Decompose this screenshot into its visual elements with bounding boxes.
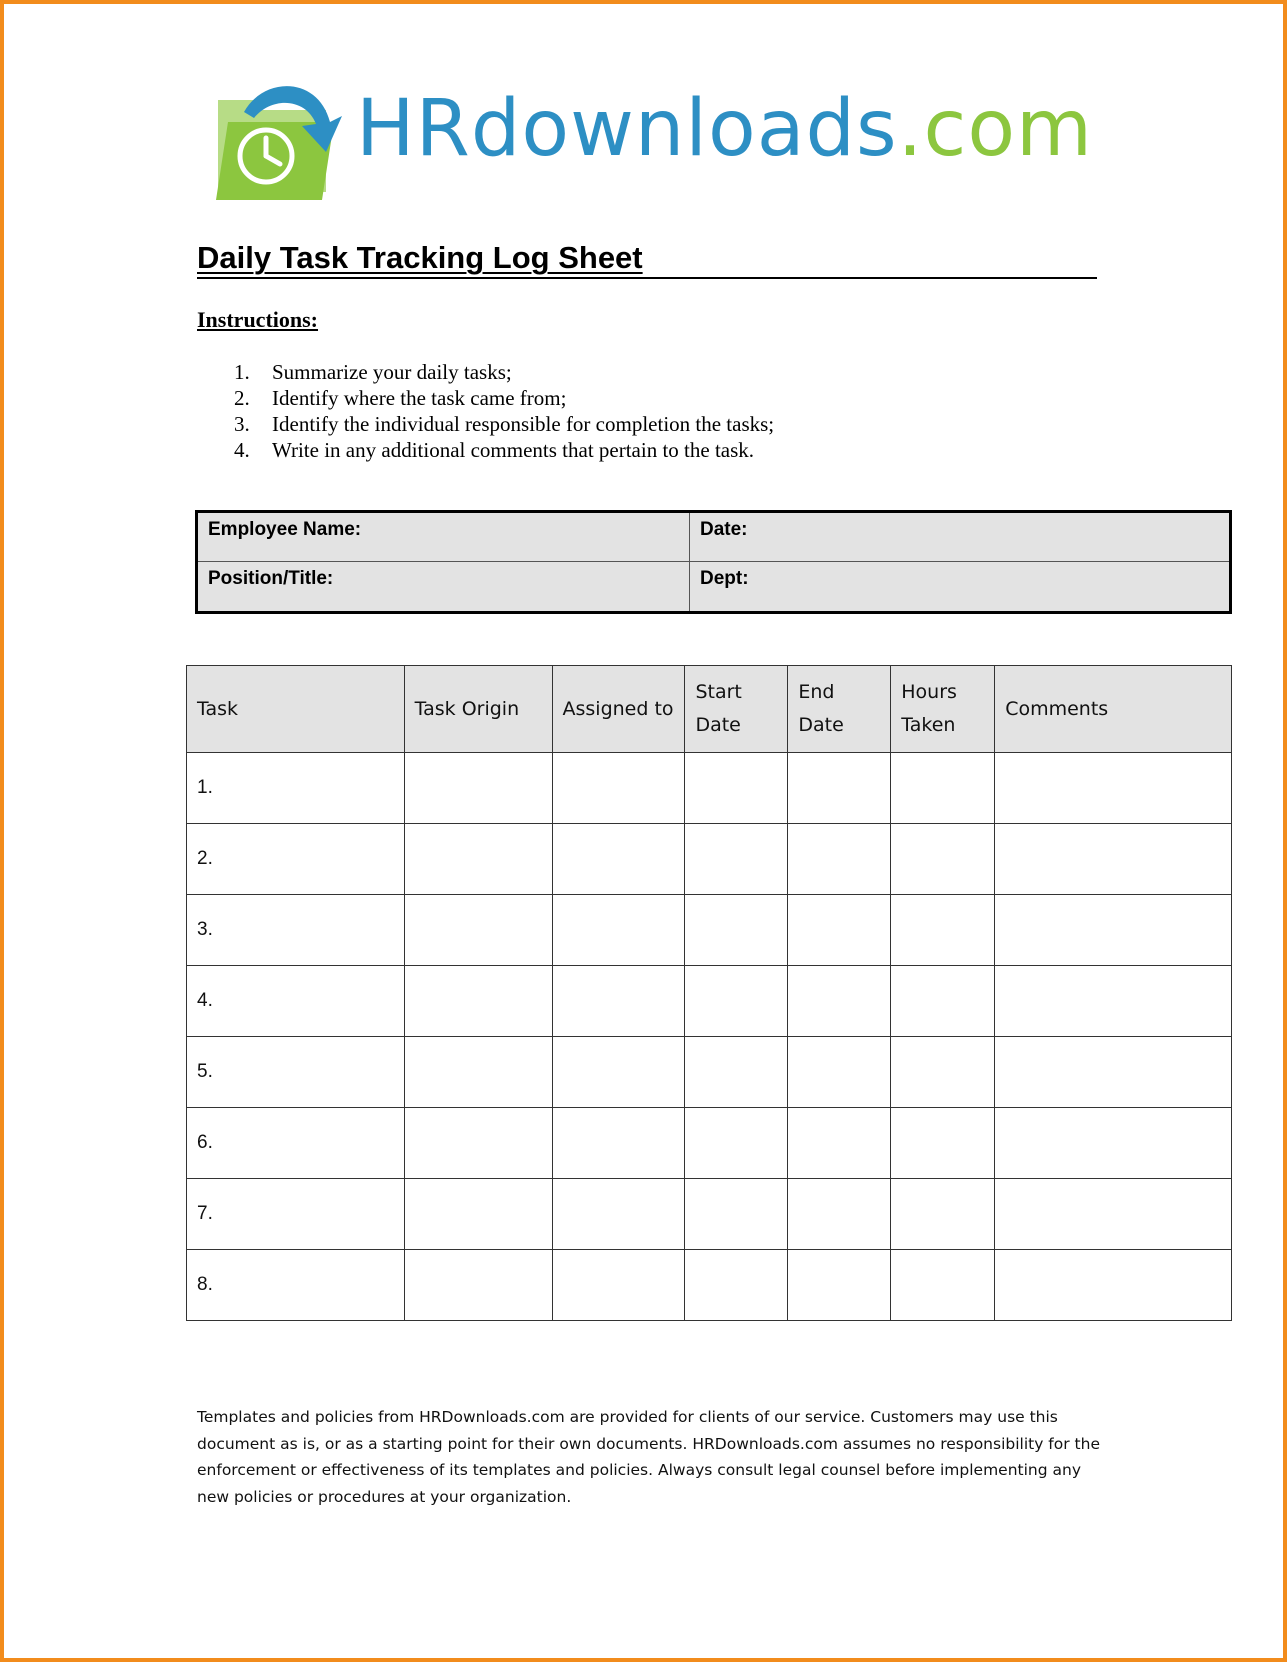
assigned-to-cell[interactable] <box>552 895 685 966</box>
hours-taken-cell[interactable] <box>891 1037 995 1108</box>
instruction-item <box>234 411 774 437</box>
page-title <box>197 240 1097 276</box>
header-line-2: Date <box>798 714 844 736</box>
employee-info-box <box>195 510 1232 614</box>
column-header-assigned-to <box>552 666 685 753</box>
employee-name-field[interactable] <box>198 513 690 561</box>
assigned-to-cell[interactable] <box>552 1108 685 1179</box>
assigned-to-cell[interactable] <box>552 753 685 824</box>
end-date-cell[interactable] <box>788 1037 891 1108</box>
task-origin-cell[interactable] <box>404 753 552 824</box>
assigned-to-cell[interactable] <box>552 966 685 1037</box>
comments-cell[interactable] <box>995 1037 1232 1108</box>
header-line-2: Comments <box>1005 697 1109 720</box>
start-date-cell[interactable] <box>685 824 788 895</box>
table-row <box>187 1250 1232 1321</box>
position-title-label: Position/Title: <box>208 568 334 589</box>
instruction-text: Identify where the task came from; <box>272 386 567 410</box>
task-cell[interactable]: 4. <box>187 966 405 1037</box>
task-origin-cell[interactable] <box>404 824 552 895</box>
employee-name-label: Employee Name: <box>208 519 362 540</box>
comments-cell[interactable] <box>995 1108 1232 1179</box>
instruction-item <box>234 437 774 463</box>
table-row <box>187 824 1232 895</box>
header-line-2: Date <box>695 714 741 736</box>
folder-clock-icon <box>214 82 354 212</box>
hours-taken-cell[interactable] <box>891 1179 995 1250</box>
task-origin-cell[interactable] <box>404 1179 552 1250</box>
table-row <box>187 753 1232 824</box>
start-date-cell[interactable] <box>685 966 788 1037</box>
comments-cell[interactable] <box>995 1179 1232 1250</box>
date-field[interactable] <box>690 513 1229 561</box>
hours-taken-cell[interactable] <box>891 824 995 895</box>
instructions-list <box>234 359 774 463</box>
header-line-1: Hours <box>901 681 957 703</box>
task-origin-cell[interactable] <box>404 895 552 966</box>
instruction-text: Summarize your daily tasks; <box>272 360 512 384</box>
comments-cell[interactable] <box>995 1250 1232 1321</box>
column-header-comments <box>995 666 1232 753</box>
task-cell[interactable]: 7. <box>187 1179 405 1250</box>
employee-info-row <box>198 513 1229 562</box>
table-row <box>187 1037 1232 1108</box>
task-origin-cell[interactable] <box>404 1250 552 1321</box>
assigned-to-cell[interactable] <box>552 1037 685 1108</box>
assigned-to-cell[interactable] <box>552 824 685 895</box>
start-date-cell[interactable] <box>685 1037 788 1108</box>
hours-taken-cell[interactable] <box>891 1250 995 1321</box>
brand-name: HRdownloads <box>356 84 898 174</box>
task-origin-cell[interactable] <box>404 1037 552 1108</box>
start-date-cell[interactable] <box>685 895 788 966</box>
column-header-start-date <box>685 666 788 753</box>
instruction-number: 3. <box>234 412 250 436</box>
comments-cell[interactable] <box>995 895 1232 966</box>
comments-cell[interactable] <box>995 824 1232 895</box>
end-date-cell[interactable] <box>788 1108 891 1179</box>
start-date-cell[interactable] <box>685 753 788 824</box>
column-header-hours-taken <box>891 666 995 753</box>
end-date-cell[interactable] <box>788 824 891 895</box>
task-table-body <box>187 753 1232 1321</box>
table-header-row <box>187 666 1232 753</box>
end-date-cell[interactable] <box>788 1250 891 1321</box>
task-cell[interactable]: 5. <box>187 1037 405 1108</box>
page-title-text: Daily Task Tracking Log Sheet <box>197 240 643 275</box>
end-date-cell[interactable] <box>788 753 891 824</box>
task-cell[interactable]: 3. <box>187 895 405 966</box>
table-row <box>187 895 1232 966</box>
end-date-cell[interactable] <box>788 895 891 966</box>
position-title-field[interactable] <box>198 562 690 611</box>
table-row <box>187 1179 1232 1250</box>
hours-taken-cell[interactable] <box>891 753 995 824</box>
instruction-item <box>234 385 774 411</box>
instruction-number: 4. <box>234 438 250 462</box>
start-date-cell[interactable] <box>685 1179 788 1250</box>
header-line-2: Task <box>197 697 239 720</box>
instructions-heading: Instructions: <box>197 307 319 332</box>
instruction-item <box>234 359 774 385</box>
header-line-1: End <box>798 681 835 703</box>
brand-tld: .com <box>897 84 1094 174</box>
start-date-cell[interactable] <box>685 1108 788 1179</box>
hours-taken-cell[interactable] <box>891 1108 995 1179</box>
hours-taken-cell[interactable] <box>891 895 995 966</box>
task-cell[interactable]: 1. <box>187 753 405 824</box>
dept-field[interactable] <box>690 562 1229 611</box>
header-line-2: Taken <box>901 714 956 736</box>
task-cell[interactable]: 2. <box>187 824 405 895</box>
task-origin-cell[interactable] <box>404 1108 552 1179</box>
disclaimer-text: Templates and policies from HRDownloads.com are provided for clients of our service. Customers may use this document as is, or as a starting point for their own documents. HRDownloads.com assumes no responsibility for the enforcement or effectiveness of its templates and policies. Always consult legal counsel before implementing any new policies or procedures at your organization. <box>197 1408 1100 1506</box>
table-row <box>187 1108 1232 1179</box>
end-date-cell[interactable] <box>788 1179 891 1250</box>
table-row <box>187 966 1232 1037</box>
assigned-to-cell[interactable] <box>552 1179 685 1250</box>
task-cell[interactable]: 6. <box>187 1108 405 1179</box>
end-date-cell[interactable] <box>788 966 891 1037</box>
brand-wordmark <box>356 84 1094 174</box>
header-line-2: Assigned to <box>562 697 674 720</box>
comments-cell[interactable] <box>995 753 1232 824</box>
title-underline-rule <box>197 277 1097 279</box>
column-header-task-origin <box>404 666 552 753</box>
instruction-text: Identify the individual responsible for completion the tasks; <box>272 412 775 436</box>
hours-taken-cell[interactable] <box>891 966 995 1037</box>
column-header-end-date <box>788 666 891 753</box>
comments-cell[interactable] <box>995 966 1232 1037</box>
date-label: Date: <box>700 519 748 540</box>
task-log-table <box>186 665 1232 1321</box>
instruction-number: 1. <box>234 360 250 384</box>
header-line-1: Start <box>695 681 742 703</box>
hrdownloads-logo <box>214 82 1094 212</box>
assigned-to-cell[interactable] <box>552 1250 685 1321</box>
header-line-2: Task Origin <box>414 697 520 720</box>
instruction-text: Write in any additional comments that pertain to the task. <box>272 438 755 462</box>
start-date-cell[interactable] <box>685 1250 788 1321</box>
instruction-number: 2. <box>234 386 250 410</box>
dept-label: Dept: <box>700 568 749 589</box>
employee-info-row <box>198 562 1229 611</box>
task-origin-cell[interactable] <box>404 966 552 1037</box>
column-header-task <box>187 666 405 753</box>
task-cell[interactable]: 8. <box>187 1250 405 1321</box>
